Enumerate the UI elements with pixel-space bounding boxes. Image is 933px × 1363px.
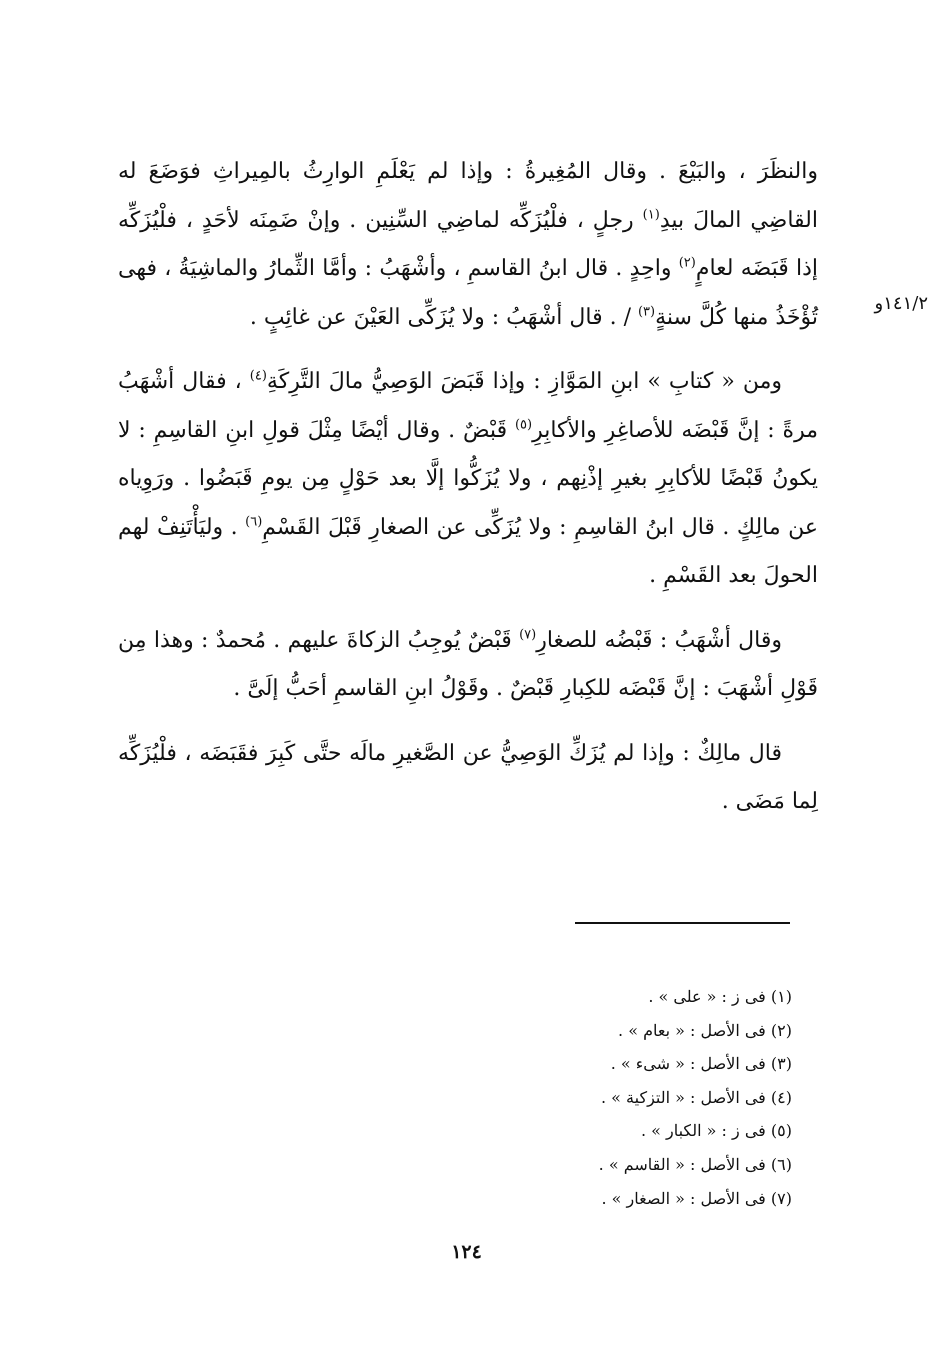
paragraph-2 [118, 358, 818, 601]
text-segment: ومن « كتابِ » ابنِ المَوَّازِ : وإذا قَبَضَ الوَصِيُّ مالَ التَّرِكَةِ [266, 369, 783, 394]
text-segment: وقال أشْهَبُ : قَبْضُه للصغارِ [536, 627, 782, 653]
footnote-4: (٤) فى الأصل : « التزكية » . [601, 1087, 792, 1107]
text-segment: . وليَأْتَنِفْ لهم الحولَ بعد القَسْمِ . [118, 514, 818, 588]
footnote-ref-3: (٣) [637, 304, 656, 320]
footnote-7: (٧) فى الأصل : « الصغار » . [601, 1188, 792, 1208]
footnote-ref-1: (١) [642, 207, 660, 223]
page-number: ١٢٤ [451, 1241, 482, 1263]
footnotes [400, 980, 792, 1215]
footnote-ref-2: (٢) [678, 255, 696, 271]
footnote-ref-5: (٥) [514, 417, 533, 433]
footnote-5: (٥) فى ز : « الكبار » . [640, 1121, 792, 1141]
margin-folio-note: ١٤١/٢و [874, 293, 928, 314]
text-segment: قال مالِكٌ : وإذا لم يُزَكِّ الوَصِيُّ عن الصَّغيرِ مالَه حتَّى كَبِرَ فقَبَضَه ، فلْيُزَكِّه لِما مَضَى . [118, 740, 818, 814]
footnote-separator [575, 922, 790, 924]
paragraph-1 [118, 148, 818, 342]
text-segment: قَبْضٌ . وقال أيْضًا مِثْلَ قولِ ابنِ القاسِمِ : لا يكونُ قَبْضًا للأكابِرِ بغيرِ إذْنِهم ، ولا يُزَكُّوا إلَّا بعد حَوْلٍ مِن يومِ قَبَضُوا . ورَوِياه عن مالِكٍ . قال ابنُ القاسِمِ : ولا يُزَكِّى عن الصغارِ قَبْلَ القَسْمِ [118, 417, 818, 540]
footnote-2: (٢) فى الأصل : « بعام » . [618, 1020, 792, 1040]
footnote-3: (٣) فى الأصل : « شىء » . [610, 1054, 792, 1074]
footnote-6: (٦) فى الأصل : « القاسم » . [598, 1154, 792, 1174]
footnote-ref-6: (٦) [245, 514, 263, 530]
text-segment: رجلٍ ، فلْيُزَكِّه لماضِي السِّنِين . وإنْ ضَمِنَه لأحَدٍ ، فلْيُزَكِّه إذا قَبَضَه لعامٍ [118, 207, 819, 281]
text-segment: والنظَرَ ، والبَيْعَ . وقال المُغِيرةُ : وإذا لم يَعْلَمِ الوارِثُ بالمِيراثِ فوَضَعَ له القاضِي المالَ بيدِ [118, 159, 818, 233]
text-segment: ، فقال أشْهَبُ مرةً : إنَّ قَبْضَه للأصاغِرِ والأكابِرِ [118, 369, 818, 443]
text-segment: قَبْضٌ يُوجِبُ الزكاةَ عليهم . مُحمدٌ : وهذا مِن قَوْلِ أشْهَبَ : إنَّ قَبْضَه للكِبارِ قَبْضٌ . وقَوْلُ ابنِ القاسمِ أحَبُّ إلَىَّ . [118, 627, 818, 701]
paragraph-3 [118, 617, 818, 714]
footnote-ref-7: (٧) [519, 627, 537, 643]
text-segment: / . قال أشْهَبُ : ولا يُزَكِّى العَيْنَ عن غائِبٍ . [249, 304, 638, 330]
paragraph-4 [118, 730, 818, 827]
main-text [118, 148, 818, 843]
footnote-ref-4: (٤) [249, 368, 267, 384]
text-segment: واحِدٍ . قال ابنُ القاسمِ ، وأشْهَبُ : وأمَّا الثِّمارُ والماشِيَةُ ، فهى تُؤْخَذُ منها كُلَّ سنةٍ [118, 256, 818, 330]
footnote-1: (١) فى ز : « على » . [648, 987, 792, 1006]
